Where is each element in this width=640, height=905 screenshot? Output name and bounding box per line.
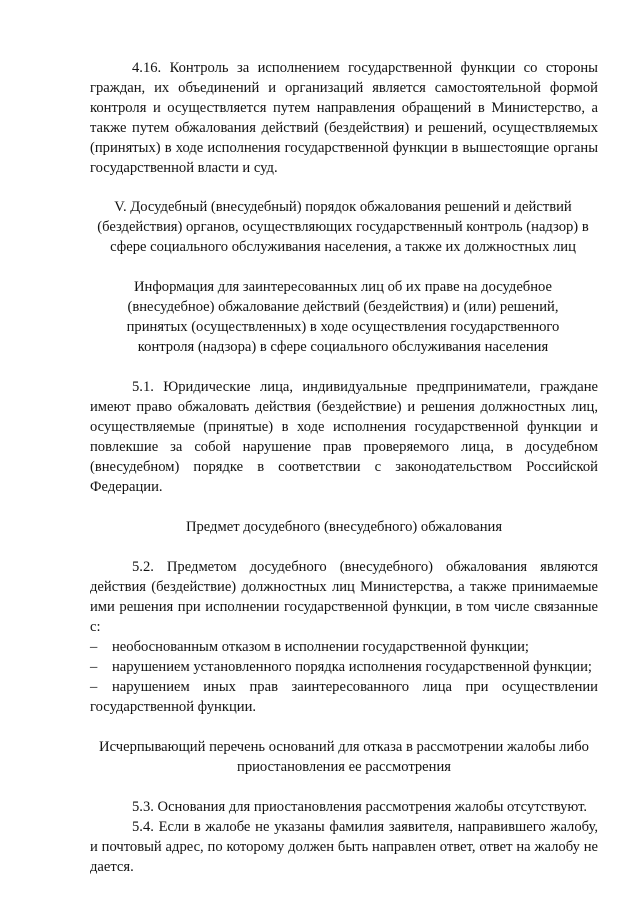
list-item-text: необоснованным отказом в исполнении государственной функции; bbox=[112, 639, 529, 655]
dash-symbol: – bbox=[90, 639, 98, 655]
info-heading: Информация для заинтересованных лиц об их праве на досудебное (внесудебное) обжалование действий (бездействия) и (или) решений, принятых (осуществленных) в ходе осуществления государственного контроля (надзора) в сфере социального обслуживания населения bbox=[126, 279, 560, 355]
subject-heading: Предмет досудебного (внесудебного) обжалования bbox=[185, 519, 503, 535]
dash-symbol: – bbox=[90, 679, 98, 695]
paragraph-4-16: 4.16. Контроль за исполнением государственной функции со стороны граждан, их объединений и организаций является самостоятельной формой контроля и осуществляется путем направления обращений в Министерство, а также путем обжалования действий (бездействия) и решений, осуществляемых (принятых) в ходе исполнения государственной функции в вышестоящие органы государственной власти и суд. bbox=[90, 60, 598, 176]
document-page bbox=[90, 58, 598, 877]
paragraph-5-1: 5.1. Юридические лица, индивидуальные предприниматели, граждане имеют право обжаловать действия (бездействие) и решения должностных лиц, осуществляемые (принятые) в ходе исполнения государственной функции и повлекшие за собой нарушение прав проверяемого лица, в досудебном (внесудебном) порядке в соответствии с законодательством Российской Федерации. bbox=[90, 379, 598, 495]
list-item bbox=[90, 677, 598, 717]
list-item bbox=[90, 637, 598, 657]
list-item-text: нарушением иных прав заинтересованного лица при осуществлении государственной функции. bbox=[90, 679, 598, 715]
grounds-heading: Исчерпывающий перечень оснований для отказа в рассмотрении жалобы либо приостановления ее рассмотрения bbox=[99, 739, 589, 775]
paragraph-5-4: 5.4. Если в жалобе не указаны фамилия заявителя, направившего жалобу, и почтовый адрес, по которому должен быть направлен ответ, ответ на жалобу не дается. bbox=[90, 819, 598, 875]
paragraph-5-3: 5.3. Основания для приостановления рассмотрения жалобы отсутствуют. bbox=[132, 799, 588, 815]
dash-symbol: – bbox=[90, 659, 98, 675]
section-v-heading: V. Досудебный (внесудебный) порядок обжалования решений и действий (бездействия) органов, осуществляющих государственный контроль (надзор) в сфере социального обслуживания населения, а также их должностных лиц bbox=[97, 199, 589, 255]
list-item-text: нарушением установленного порядка исполнения государственной функции; bbox=[112, 659, 592, 675]
list-item bbox=[90, 657, 598, 677]
paragraph-5-2: 5.2. Предметом досудебного (внесудебного) обжалования являются действия (бездействие) должностных лиц Министерства, а также принимаемые ими решения при исполнении государственной функции, в том числе связанные с: bbox=[90, 559, 598, 635]
